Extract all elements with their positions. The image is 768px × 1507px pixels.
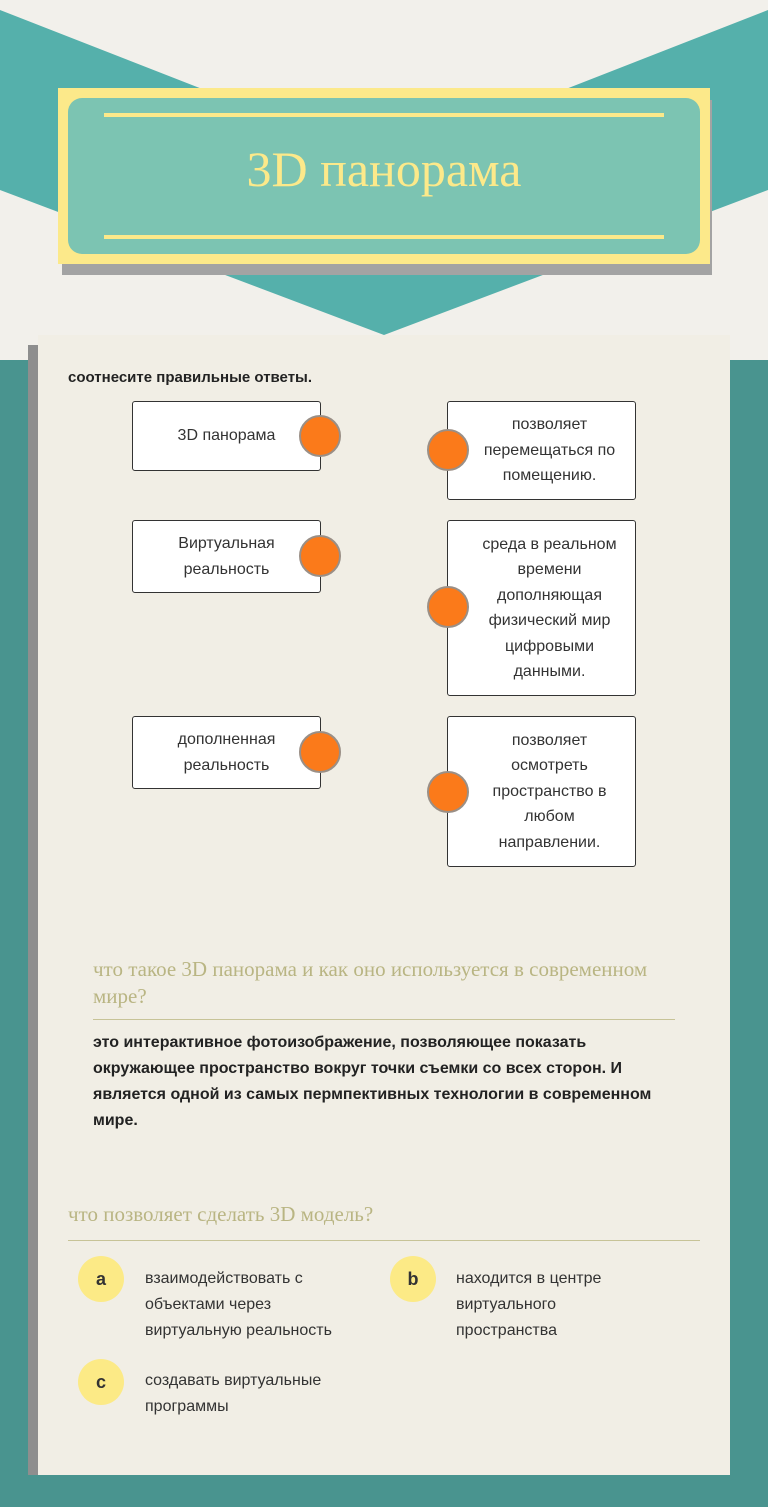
- question-2-title: что позволяет сделать 3D модель?: [68, 1202, 374, 1226]
- match-label: позволяет осмотреть пространство в любом направлении.: [492, 731, 607, 851]
- option-b-text[interactable]: находится в центре виртуального пространства: [456, 1270, 602, 1339]
- connector-handle-left-1[interactable]: [299, 415, 341, 457]
- option-b-badge[interactable]: b: [390, 1256, 436, 1302]
- connector-handle-left-2[interactable]: [299, 535, 341, 577]
- question-1-title: что такое 3D панорама и как оно используется в современном мире?: [93, 957, 648, 1008]
- connector-handle-right-2[interactable]: [427, 586, 469, 628]
- match-right-2[interactable]: [447, 520, 636, 696]
- divider: [93, 1019, 675, 1020]
- connector-handle-right-1[interactable]: [427, 429, 469, 471]
- instruction: соотнесите правильные ответы.: [68, 369, 313, 386]
- banner-line-bottom: [104, 235, 664, 239]
- option-c-text[interactable]: создавать виртуальные программы: [145, 1372, 322, 1415]
- option-c-badge[interactable]: c: [78, 1359, 124, 1405]
- question-1-answer: это интерактивное фотоизображение, позволяющее показать окружающее пространство вокруг точки съемки со всех сторон. И является одной из самых пермпективных технологии в современном мире.: [93, 1034, 652, 1129]
- match-left-3[interactable]: [132, 716, 321, 789]
- connector-handle-right-3[interactable]: [427, 771, 469, 813]
- divider: [68, 1240, 700, 1241]
- match-right-3[interactable]: [447, 716, 636, 867]
- connector-handle-left-3[interactable]: [299, 731, 341, 773]
- option-a-badge[interactable]: a: [78, 1256, 124, 1302]
- match-label: 3D панорама: [177, 427, 276, 445]
- match-label: Виртуальная реальность: [178, 535, 275, 578]
- match-right-1[interactable]: [447, 401, 636, 500]
- banner-line-top: [104, 113, 664, 117]
- match-left-2[interactable]: [132, 520, 321, 593]
- option-a-text[interactable]: взаимодействовать с объектами через виртуальную реальность: [145, 1270, 332, 1339]
- match-left-1[interactable]: [132, 401, 321, 471]
- page-title: 3D панорама: [246, 141, 522, 197]
- match-label: среда в реальном времени дополняющая физический мир цифровыми данными.: [482, 535, 617, 680]
- match-label: дополненная реальность: [177, 731, 276, 774]
- match-label: позволяет перемещаться по помещению.: [483, 416, 616, 485]
